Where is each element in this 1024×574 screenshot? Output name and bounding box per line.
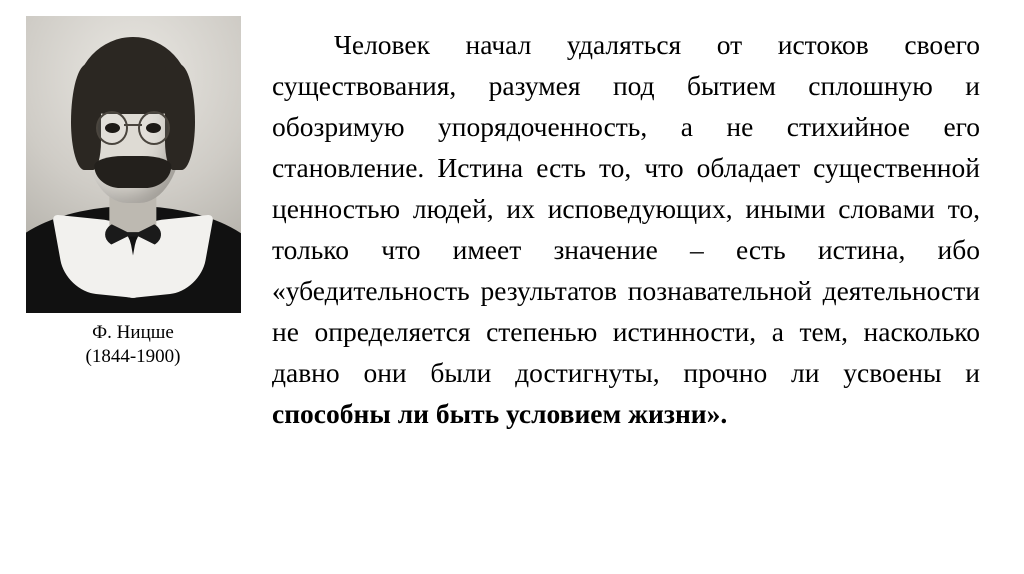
text-block — [272, 24, 980, 434]
portrait-mustache — [94, 156, 171, 189]
quote-text-part2: ». — [706, 398, 728, 429]
portrait-glasses-bridge — [124, 124, 141, 126]
portrait-eye-right — [146, 123, 161, 133]
portrait-caption-name: Ф. Ницше — [92, 322, 174, 343]
portrait-eye-left — [105, 123, 120, 133]
portrait-block — [18, 16, 248, 369]
portrait-caption-years: (1844-1900) — [85, 345, 181, 367]
quote-paragraph — [272, 24, 980, 434]
quote-text-part1: Человек начал удаляться от истоков своего существования, разумея под бытием сплошную и обозримую упорядоченность, а не стихийное его становление. Истина есть то, что обладает существенной ценностью людей, их исповедующих, иными словами то, только что имеет значение – есть истина, ибо «убедительность результатов познавательной деятельности не определяется степенью истинности, а тем, насколько давно они были достигнуты, прочно ли усвоены и — [272, 29, 980, 388]
quote-text-bold: способны ли быть условием жизни — [272, 398, 707, 429]
portrait-image — [26, 16, 241, 313]
portrait-caption — [18, 321, 248, 369]
portrait-hair-left — [71, 64, 101, 171]
